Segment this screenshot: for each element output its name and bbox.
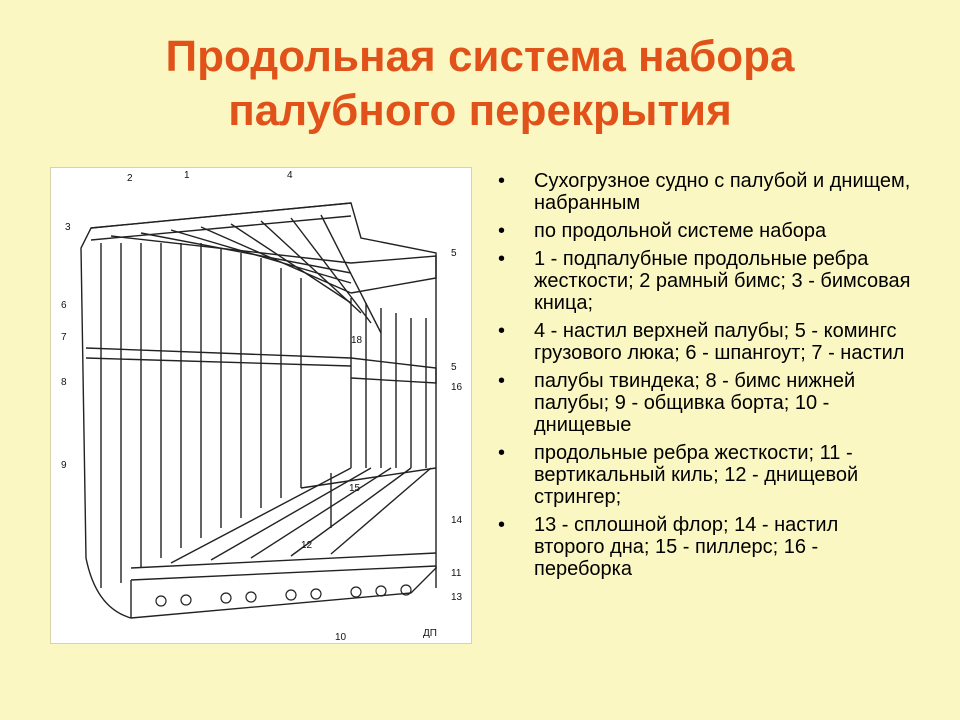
figure-label: 15: [349, 483, 361, 494]
figure-label: 1: [184, 170, 190, 181]
bullet-text: 1 - подпалубные продольные ребра жесткости; 2 рамный бимс; 3 - бимсовая кница;: [534, 248, 911, 314]
bullet-text: 13 - сплошной флор; 14 - настил второго дна; 15 - пиллерс; 16 - переборка: [534, 514, 839, 580]
figure-label: 2: [127, 173, 133, 184]
bullet-text: Сухогрузное судно с палубой и днищем, набранным: [534, 170, 911, 214]
ship-structure-drawing: [50, 167, 472, 644]
bullet-dot: •: [498, 220, 506, 242]
figure-label: 8: [61, 377, 67, 388]
figure-label: 5: [451, 362, 457, 373]
figure-label: 16: [451, 382, 463, 393]
figure-label: ДП: [423, 628, 437, 639]
figure-label: 12: [301, 540, 313, 551]
figure-label: 7: [61, 332, 67, 343]
figure-label: 3: [65, 222, 71, 233]
bullet-dot: •: [498, 442, 506, 464]
title-line-1: Продольная система набора: [165, 32, 795, 81]
figure-label: 18: [351, 335, 363, 346]
title-line-2: палубного перекрытия: [228, 86, 732, 135]
figure-label: 13: [451, 592, 463, 603]
bullet-text: продольные ребра жесткости; 11 - вертикальный киль; 12 - днищевой стрингер;: [534, 442, 859, 508]
bullet-item: [492, 320, 912, 364]
bullet-dot: •: [498, 370, 506, 392]
figure-label: 14: [451, 515, 463, 526]
bullet-item: [492, 442, 912, 508]
bullet-text: 4 - настил верхней палубы; 5 - комингс грузового люка; 6 - шпангоут; 7 - настил: [534, 320, 905, 364]
figure-label: 10: [335, 632, 347, 643]
bullet-item: [492, 514, 912, 580]
bullet-list: [492, 170, 912, 586]
bullet-item: [492, 370, 912, 436]
figure-label: 5: [451, 248, 457, 259]
bullet-text: палубы твиндека; 8 - бимс нижней палубы; 9 - общивка борта; 10 - днищевые: [534, 370, 856, 436]
bullet-dot: •: [498, 320, 506, 342]
bullet-dot: •: [498, 170, 506, 192]
figure-label: 9: [61, 460, 67, 471]
bullet-item: [492, 248, 912, 314]
figure-label: 11: [451, 568, 462, 579]
bullet-text: по продольной системе набора: [534, 220, 827, 242]
slide-title: [0, 30, 960, 138]
bullet-item: [492, 170, 912, 214]
bullet-dot: •: [498, 248, 506, 270]
bullet-item: [492, 220, 912, 242]
figure-label: 4: [287, 170, 293, 181]
figure-label: 6: [61, 300, 67, 311]
bullet-dot: •: [498, 514, 506, 536]
